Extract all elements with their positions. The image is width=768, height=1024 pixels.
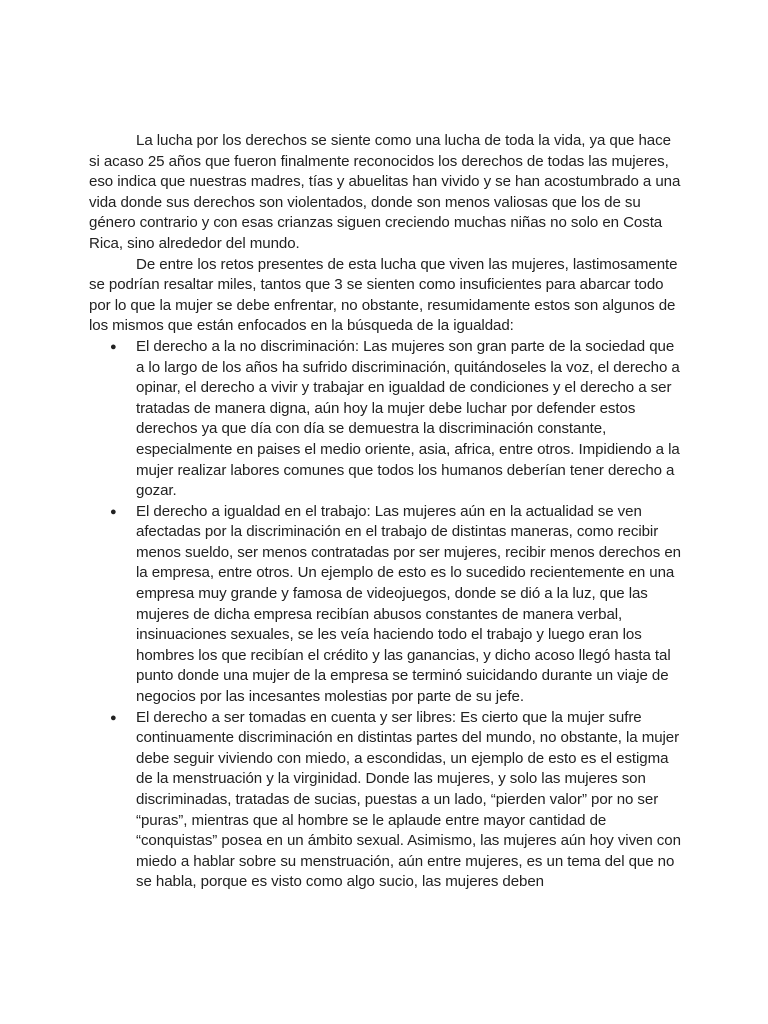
document-body — [89, 131, 683, 893]
paragraph-intro: La lucha por los derechos se siente como una lucha de toda la vida, ya que hace si acaso 25 años que fueron finalmente reconocidos los derechos de todas las mujeres, eso indica que nuestras madres, tías y abuelitas han vivido y se han acostumbrado a una vida donde sus derechos son violentados, donde son menos valiosas que los de su género contrario y con esas crianzas siguen creciendo muchas niñas no solo en Costa Rica, sino alrededor del mundo. — [89, 132, 681, 252]
list-item-text: El derecho a igualdad en el trabajo: Las mujeres aún en la actualidad se ven afectadas por la discriminación en el trabajo de distintas maneras, como recibir menos sueldo, ser menos contratadas por ser mujeres, recibir menos derechos en la empresa, entre otros. Un ejemplo de esto es lo sucedido recientemente en una empresa muy grande y famosa de videojuegos, donde se dió a la luz, que las mujeres de dicha empresa recibían abusos constantes de manera verbal, insinuaciones sexuales, se les veía haciendo todo el trabajo y luego eran los hombres los que recibían el crédito y las ganancias, y dicho acoso llegó hasta tal punto donde una mujer de la empresa se terminó suicidando durante un viaje de negocios por las incesantes molestias por parte de su jefe. — [136, 502, 681, 706]
bullet-icon: ● — [110, 711, 117, 724]
list-item-freedom — [89, 708, 683, 893]
list-item-no-discrimination — [89, 337, 683, 502]
bullet-icon: ● — [110, 340, 117, 353]
list-item-work-equality — [89, 502, 683, 708]
paragraph-challenges: De entre los retos presentes de esta lucha que viven las mujeres, lastimosamente se podrían resaltar miles, tantos que 3 se sienten como insuficientes para abarcar todo por lo que la mujer se debe enfrentar, no obstante, resumidamente estos son algunos de los mismos que están enfocados en la búsqueda de la igualdad: — [89, 255, 678, 335]
list-item-text: El derecho a ser tomadas en cuenta y ser libres: Es cierto que la mujer sufre continuamente discriminación en distintas partes del mundo, no obstante, la mujer debe seguir viviendo con miedo, a escondidas, un ejemplo de esto es el estigma de la menstruación y la virginidad. Donde las mujeres, y solo las mujeres son discriminadas, tratadas de sucias, puestas a un lado, “pierden valor” por no ser “puras”, mientras que al hombre se le aplaude entre mayor cantidad de “conquistas” posea en un ámbito sexual. Asimismo, las mujeres aún hoy viven con miedo a hablar sobre su menstruación, aún entre mujeres, es un tema del que no se habla, porque es visto como algo sucio, las mujeres deben — [136, 708, 681, 891]
list-item-text: El derecho a la no discriminación: Las mujeres son gran parte de la sociedad que a lo largo de los años ha sufrido discriminación, quitándoseles la voz, el derecho a opinar, el derecho a vivir y trabajar en igualdad de condiciones y el derecho a ser tratadas de manera digna, aún hoy la mujer debe luchar por defender estos derechos ya que día con día se demuestra la discriminación constante, especialmente en paises el medio oriente, asia, africa, entre otros. Impidiendo a la mujer realizar labores comunes que todos los humanos deberían tener derecho a gozar. — [136, 337, 680, 500]
rights-list — [89, 337, 683, 893]
bullet-icon: ● — [110, 505, 117, 518]
